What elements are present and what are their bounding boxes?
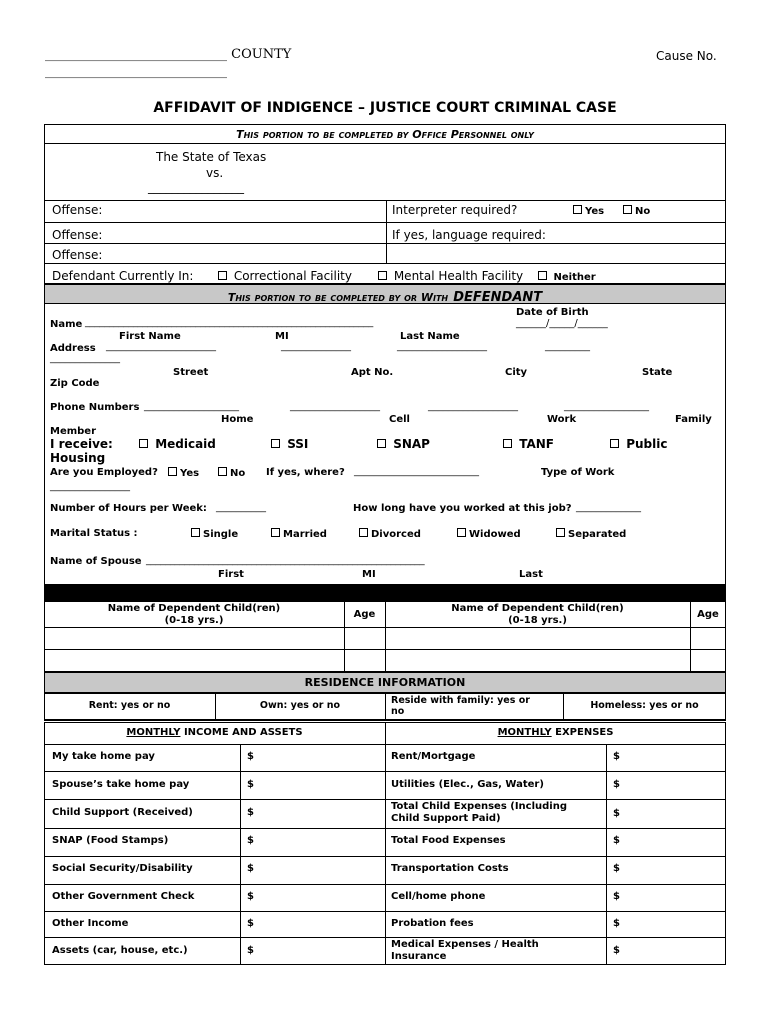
spouse-mi-caption: MI: [362, 569, 376, 580]
type-of-work-input[interactable]: ________________: [50, 481, 130, 492]
defendant-banner-text: This portion to be completed by or With DEFENDANT: [227, 290, 543, 305]
income-row-label: My take home pay: [52, 751, 155, 762]
office-section: [44, 124, 726, 284]
expense-row-label: Total Child Expenses (Including Child Support Paid): [391, 801, 568, 824]
phone-home-input[interactable]: ___________________: [144, 401, 239, 412]
cause-label: Cause No.: [656, 49, 717, 63]
employed-no[interactable]: No: [218, 467, 245, 479]
income-row-label: Child Support (Received): [52, 807, 193, 818]
address-apt-input[interactable]: ______________: [281, 341, 351, 352]
cause-blank[interactable]: ____________________________: [45, 64, 227, 79]
home-caption: Home: [221, 414, 254, 425]
address-state-input[interactable]: _________: [545, 341, 590, 352]
income-amount-field[interactable]: $: [247, 945, 254, 956]
checkbox-icon: [378, 271, 387, 280]
residence-banner-text: RESIDENCE INFORMATION: [304, 676, 466, 689]
interpreter-no[interactable]: No: [623, 205, 650, 217]
address-street-input[interactable]: ______________________: [106, 341, 216, 352]
expense-amount-field[interactable]: $: [613, 918, 620, 929]
checkbox-icon: [218, 467, 227, 476]
spouse-input[interactable]: __________________________________________________________: [146, 555, 425, 566]
spouse-first-caption: First: [218, 569, 244, 580]
address-zip-input[interactable]: ______________: [50, 353, 120, 364]
checkbox-icon: [271, 528, 280, 537]
dependent-age1-header: Age: [353, 609, 376, 620]
income-header: MONTHLY INCOME AND ASSETS: [126, 727, 303, 738]
income-amount-field[interactable]: $: [247, 863, 254, 874]
expense-row-label: Medical Expenses / Health Insurance: [391, 939, 539, 962]
street-caption: Street: [173, 367, 209, 378]
income-row-label: Spouse’s take home pay: [52, 779, 190, 790]
interpreter-yes[interactable]: Yes: [573, 205, 604, 217]
expenses-header: MONTHLY EXPENSES: [497, 727, 614, 738]
checkbox-icon: [168, 467, 177, 476]
snap-option[interactable]: SNAP: [377, 437, 430, 451]
income-amount-field[interactable]: $: [247, 835, 254, 846]
city-caption: City: [505, 367, 528, 378]
mi-caption: MI: [275, 331, 289, 342]
income-amount-field[interactable]: $: [247, 918, 254, 929]
income-amount-field[interactable]: $: [247, 807, 254, 818]
interpreter-label: Interpreter required?: [392, 203, 518, 217]
spouse-last-caption: Last: [519, 569, 543, 580]
name-label: Name: [50, 319, 83, 330]
work-caption: Work: [547, 414, 577, 425]
county-line: [45, 47, 291, 62]
checkbox-icon: [191, 528, 200, 537]
i-receive-label: I receive:: [50, 437, 113, 451]
phone-label: Phone Numbers: [50, 402, 140, 413]
cell-caption: Cell: [389, 414, 410, 425]
apt-caption: Apt No.: [351, 367, 394, 378]
single-option[interactable]: Single: [191, 528, 238, 540]
offense-2[interactable]: Offense:: [52, 228, 103, 242]
offense-1[interactable]: Offense:: [52, 203, 103, 217]
expense-amount-field[interactable]: $: [613, 891, 620, 902]
expense-amount-field[interactable]: $: [613, 835, 620, 846]
address-city-input[interactable]: __________________: [397, 341, 487, 352]
employed-label: Are you Employed?: [50, 467, 158, 478]
income-amount-field[interactable]: $: [247, 751, 254, 762]
expense-amount-field[interactable]: $: [613, 808, 620, 819]
own-option[interactable]: Own: yes or no: [259, 700, 341, 711]
vs-label: vs.: [206, 166, 224, 180]
checkbox-icon: [377, 439, 386, 448]
spouse-label: Name of Spouse: [50, 556, 142, 567]
checkbox-icon: [218, 271, 227, 280]
family-caption: Family: [675, 414, 712, 425]
checkbox-icon: [556, 528, 565, 537]
hours-input[interactable]: __________: [216, 502, 266, 513]
expense-row-label: Transportation Costs: [391, 863, 509, 874]
expense-row-label: Total Food Expenses: [391, 835, 506, 846]
married-option[interactable]: Married: [271, 528, 327, 540]
income-row-label: Other Government Check: [52, 891, 195, 902]
state-caption: State: [642, 367, 673, 378]
address-label: Address: [50, 343, 96, 354]
checkbox-icon: [271, 439, 280, 448]
expense-amount-field[interactable]: $: [613, 863, 620, 874]
widowed-option[interactable]: Widowed: [457, 528, 521, 540]
expense-amount-field[interactable]: $: [613, 779, 620, 790]
housing-caption: Housing: [50, 451, 106, 465]
how-long-input[interactable]: _____________: [576, 502, 641, 513]
county-blank[interactable]: ____________________________: [45, 47, 227, 62]
checkbox-icon: [503, 439, 512, 448]
member-caption: Member: [50, 426, 97, 437]
hours-label: Number of Hours per Week:: [50, 503, 207, 514]
checkbox-icon: [457, 528, 466, 537]
expense-amount-field[interactable]: $: [613, 751, 620, 762]
dob-label: Date of Birth: [516, 307, 589, 318]
income-row-label: SNAP (Food Stamps): [52, 835, 169, 846]
expense-row-label: Utilities (Elec., Gas, Water): [391, 779, 544, 790]
checkbox-icon: [359, 528, 368, 537]
first-name-caption: First Name: [119, 331, 181, 342]
phone-family-input[interactable]: _________________: [564, 401, 649, 412]
homeless-option[interactable]: Homeless: yes or no: [590, 700, 699, 711]
reside-family-option[interactable]: Reside with family: yes or no: [391, 695, 530, 717]
phone-cell-input[interactable]: __________________: [290, 401, 380, 412]
rent-option[interactable]: Rent: yes or no: [88, 700, 171, 711]
checkbox-icon: [139, 439, 148, 448]
checkbox-icon: [573, 205, 582, 214]
page-title: AFFIDAVIT OF INDIGENCE – JUSTICE COURT CRIMINAL CASE: [153, 100, 617, 116]
public-housing-option[interactable]: Public: [610, 437, 667, 451]
where-label: If yes, where?: [266, 467, 345, 478]
ssi-option[interactable]: SSI: [271, 437, 308, 451]
type-of-work-label: Type of Work: [541, 467, 615, 478]
expense-row-label: Rent/Mortgage: [391, 751, 476, 762]
where-input[interactable]: _________________________: [354, 466, 479, 477]
expense-row-label: Cell/home phone: [391, 891, 486, 902]
currently-in-label: Defendant Currently In:: [52, 269, 194, 283]
employed-yes[interactable]: Yes: [168, 467, 199, 479]
dependent-col2-header: Name of Dependent Child(ren) (0-18 yrs.): [451, 603, 624, 626]
income-row-label: Other Income: [52, 918, 129, 929]
neither-option[interactable]: Neither: [538, 271, 596, 283]
marital-label: Marital Status :: [50, 528, 138, 539]
offense-3[interactable]: Offense:: [52, 248, 103, 262]
phone-work-input[interactable]: __________________: [428, 401, 518, 412]
section-divider: [44, 584, 726, 601]
dependent-age2-header: Age: [697, 609, 719, 620]
language-label[interactable]: If yes, language required:: [392, 228, 546, 242]
checkbox-icon: [538, 271, 547, 280]
checkbox-icon: [610, 439, 619, 448]
office-banner: This portion to be completed by Office Personnel only: [236, 128, 534, 141]
mental-health-option[interactable]: Mental Health Facility: [378, 269, 523, 283]
how-long-label: How long have you worked at this job?: [353, 503, 572, 514]
divorced-option[interactable]: Divorced: [359, 528, 421, 540]
income-amount-field[interactable]: $: [247, 779, 254, 790]
income-amount-field[interactable]: $: [247, 891, 254, 902]
medicaid-option[interactable]: Medicaid: [139, 437, 216, 451]
income-row-label: Social Security/Disability: [52, 863, 193, 874]
checkbox-icon: [623, 205, 632, 214]
expense-amount-field[interactable]: $: [613, 945, 620, 956]
tanf-option[interactable]: TANF: [503, 437, 554, 451]
last-name-caption: Last Name: [400, 331, 460, 342]
state-of-texas: The State of Texas: [156, 150, 267, 164]
zip-caption: Zip Code: [50, 378, 100, 389]
defendant-blank[interactable]: ________________: [148, 180, 244, 194]
name-input[interactable]: ____________________________________________________________: [85, 317, 374, 328]
dob-input[interactable]: ______/_____/______: [516, 318, 608, 329]
income-row-label: Assets (car, house, etc.): [52, 945, 188, 956]
expense-row-label: Probation fees: [391, 918, 474, 929]
separated-option[interactable]: Separated: [556, 528, 626, 540]
dependent-col1-header: Name of Dependent Child(ren) (0-18 yrs.): [107, 603, 281, 626]
correctional-option[interactable]: Correctional Facility: [218, 269, 352, 283]
county-label: COUNTY: [231, 47, 292, 62]
